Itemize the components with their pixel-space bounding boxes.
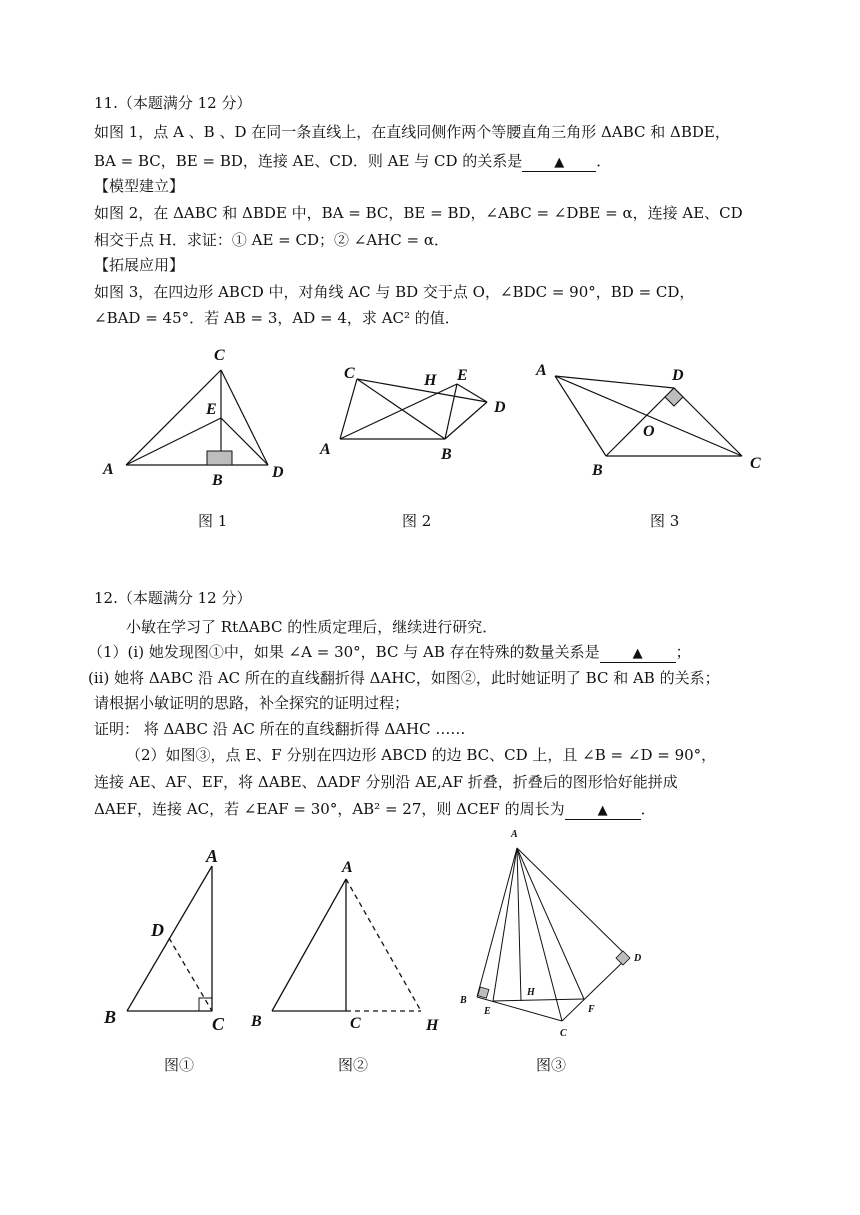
q12-p5: （2）如图③，点 E、F 分别在四边形 ABCD 的边 BC、CD 上，且 ∠B = ∠D = 90°， (126, 746, 717, 764)
q12-p1-text: （1）(i) 她发现图①中，如果 ∠A = 30°，BC 与 AB 存在特殊的数量关系是 (88, 643, 600, 661)
figB-caption: 图② (338, 1056, 369, 1074)
q12-intro: 小敏在学习了 RtΔABC 的性质定理后，继续进行研究． (126, 618, 498, 636)
fig3-label-a: A (536, 362, 547, 379)
figC-label-e: E (484, 1006, 491, 1017)
fig2-label-c: C (344, 365, 355, 382)
q12-header: 12.（本题满分 12 分） (94, 589, 252, 607)
fig1-caption: 图 1 (198, 512, 228, 530)
q11-line2-text: BA = BC，BE = BD，连接 AE、CD．则 AE 与 CD 的关系是 (94, 152, 523, 170)
q11-header: 11.（本题满分 12 分） (94, 94, 252, 112)
q11-line6: ∠BAD = 45°．若 AB = 3，AD = 4，求 AC² 的值． (94, 309, 460, 327)
q12-p6: 连接 AE、AF、EF，将 ΔABE、ΔADF 分别沿 AE,AF 折叠，折叠后的图形恰好能拼成 (94, 773, 678, 791)
fig1-label-e: E (206, 401, 217, 418)
fig1-label-b: B (212, 472, 223, 489)
q11-apply-title: 【拓展应用】 (94, 256, 185, 274)
figC-label-c: C (560, 1028, 567, 1039)
figB-label-c: C (350, 1015, 361, 1032)
fig2-caption: 图 2 (402, 512, 432, 530)
figB-label-h: H (426, 1017, 439, 1034)
figA-label-d: D (151, 920, 164, 940)
q11-answer-blank: ▲ (522, 155, 596, 172)
q11-line4: 相交于点 H．求证：① AE = CD；② ∠AHC = α． (94, 231, 449, 249)
q12-p2: (ii) 她将 ΔABC 沿 AC 所在的直线翻折得 ΔAHC，如图②，此时她证明了 BC 和 AB 的关系； (88, 669, 720, 687)
fig3-label-c: C (750, 455, 761, 472)
q12-p1-end: ； (675, 643, 691, 661)
q12-p7-text: ΔAEF，连接 AC，若 ∠EAF = 30°，AB² = 27，则 ΔCEF 的周长为 (94, 800, 565, 818)
figC-label-d: D (634, 953, 642, 964)
fig2-label-b: B (441, 446, 452, 463)
q11-line1: 如图 1，点 A 、B 、D 在同一条直线上，在直线同侧作两个等腰直角三角形 ΔABC 和 ΔBDE， (94, 123, 730, 141)
fig1-label-c: C (214, 347, 225, 364)
fig3-caption: 图 3 (650, 512, 680, 530)
q11-line2-end: ． (596, 152, 612, 170)
figB-label-a: A (342, 859, 353, 876)
q11-line5: 如图 3，在四边形 ABCD 中，对角线 AC 与 BD 交于点 O，∠BDC = 90°，BD = CD， (94, 283, 695, 301)
fig2-label-e: E (457, 367, 468, 384)
fig2-label-h: H (424, 372, 437, 389)
fig1-label-a: A (103, 461, 114, 478)
fig3-label-d: D (672, 367, 684, 384)
figC-label-b: B (460, 995, 467, 1006)
q12-p4: 证明： 将 ΔABC 沿 AC 所在的直线翻折得 ΔAHC …… (94, 720, 466, 738)
fig3-label-b: B (592, 462, 603, 479)
figC-label-f: F (588, 1004, 595, 1015)
q12-answer-blank-2: ▲ (565, 803, 641, 820)
figA-label-c: C (212, 1014, 225, 1034)
figC-label-a: A (511, 829, 518, 840)
q11-model-title: 【模型建立】 (94, 177, 185, 195)
figB-label-b: B (251, 1013, 262, 1030)
fig2-label-d: D (494, 399, 506, 416)
figA-label-a: A (206, 846, 219, 866)
fig1-label-d: D (272, 464, 284, 481)
q12-p7-end: ． (640, 800, 656, 818)
fig3-label-o: O (643, 423, 655, 440)
q11-line3: 如图 2，在 ΔABC 和 ΔBDE 中，BA = BC，BE = BD，∠ABC = ∠DBE = α，连接 AE、CD (94, 204, 743, 222)
figC-caption: 图③ (536, 1056, 567, 1074)
q12-p3: 请根据小敏证明的思路，补全探究的证明过程； (94, 694, 410, 712)
figC-label-h: H (527, 987, 535, 998)
fig2-label-a: A (320, 441, 331, 458)
figA-caption: 图① (164, 1056, 195, 1074)
figA-label-b: B (104, 1007, 117, 1027)
q12-answer-blank-1: ▲ (600, 646, 676, 663)
